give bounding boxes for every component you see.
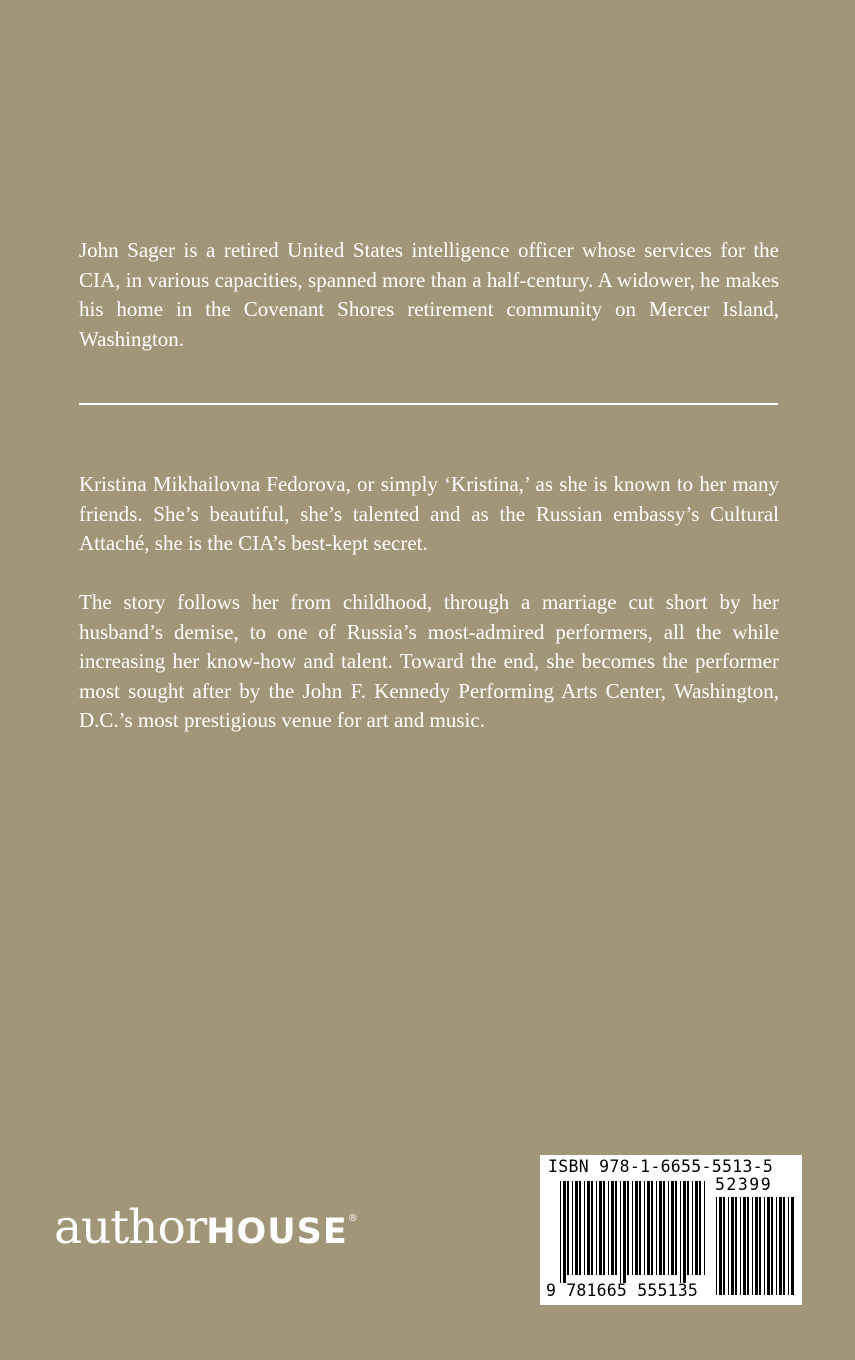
barcode-bar <box>752 1197 753 1295</box>
barcode-bar <box>671 1181 674 1275</box>
barcode-bar <box>771 1197 773 1295</box>
barcode-bar <box>687 1181 689 1275</box>
addon-code: 52399 <box>715 1175 773 1194</box>
barcode-bar <box>668 1181 669 1275</box>
barcode-bar <box>740 1197 741 1295</box>
barcode-bar <box>731 1197 734 1295</box>
barcode-bar <box>659 1181 662 1275</box>
barcode-bar <box>591 1181 593 1275</box>
isbn-barcode <box>540 1155 802 1305</box>
barcode-bar <box>620 1181 621 1283</box>
logo-word-house: HOUSE <box>206 1212 348 1252</box>
barcode-bar <box>695 1181 698 1275</box>
barcode-bar <box>704 1181 705 1275</box>
barcode-bar <box>599 1181 602 1275</box>
barcode-bar <box>716 1197 717 1295</box>
divider-rule <box>79 403 778 405</box>
barcode-bar <box>635 1181 638 1275</box>
barcode-bar <box>783 1197 785 1295</box>
barcode-bar <box>563 1181 566 1283</box>
barcode-bar <box>572 1181 573 1275</box>
barcode-bar <box>779 1197 782 1295</box>
barcode-bar <box>651 1181 653 1275</box>
barcode-bar <box>728 1197 729 1295</box>
barcode-bar <box>560 1181 561 1283</box>
barcode-bar <box>747 1197 749 1295</box>
barcode-bar <box>699 1181 701 1275</box>
barcode-bar <box>584 1181 585 1275</box>
barcode-bar <box>683 1181 686 1283</box>
barcode-bar <box>608 1181 609 1275</box>
authorhouse-logo <box>54 1200 358 1260</box>
logo-word-author: author <box>54 1200 207 1255</box>
barcode-bar <box>755 1197 758 1295</box>
barcode-bar <box>791 1197 794 1295</box>
barcode-bar <box>623 1181 626 1283</box>
barcode-bar <box>759 1197 761 1295</box>
barcode-bar <box>680 1181 681 1283</box>
ean-digits: 9 781665 555135 <box>546 1281 699 1300</box>
barcode-bar <box>603 1181 605 1275</box>
barcode-bar <box>719 1197 722 1295</box>
barcode-bar <box>632 1181 633 1275</box>
barcode-bar <box>767 1197 770 1295</box>
intro-paragraph: Kristina Mikhailovna Fedorova, or simply ‘Kristina,’ as she is known to her many friends. She’s beautiful, she’s talented and as the Russian embassy’s Cultural Attaché, she is the CIA’s best-kept secret. <box>79 472 779 555</box>
barcode-bar <box>692 1181 693 1275</box>
barcode-bar <box>776 1197 777 1295</box>
barcode-bar <box>627 1181 629 1275</box>
barcode-bar <box>764 1197 765 1295</box>
isbn-label: ISBN 978-1-6655-5513-5 <box>548 1157 774 1176</box>
barcode-bar <box>647 1181 650 1275</box>
barcode-bar <box>675 1181 677 1275</box>
barcode-bar <box>788 1197 789 1295</box>
barcode-bar <box>644 1181 645 1275</box>
barcode-bar <box>579 1181 581 1275</box>
author-bio-paragraph: John Sager is a retired United States intelligence officer whose services for the CIA, in various capacities, spanned more than a half-century. A widower, he makes his home in the Covenant Shores retirement community on Mercer Island, Washington. <box>79 238 779 351</box>
barcode-bar <box>656 1181 657 1275</box>
barcode-bar <box>723 1197 725 1295</box>
barcode-bar <box>567 1181 569 1275</box>
barcode-bar <box>587 1181 590 1275</box>
registered-mark: ® <box>347 1213 358 1224</box>
barcode-bar <box>639 1181 641 1275</box>
barcode-bar <box>743 1197 746 1295</box>
barcode-bar <box>663 1181 665 1275</box>
barcode-bar <box>611 1181 614 1275</box>
barcode-bar <box>615 1181 617 1275</box>
barcode-bar <box>735 1197 737 1295</box>
barcode-bar <box>575 1181 578 1275</box>
barcode-bar <box>596 1181 597 1275</box>
story-paragraph: The story follows her from childhood, through a marriage cut short by her husband’s demise, to one of Russia’s most-admired performers, all the while increasing her know-how and talent. Toward the end, she becomes the performer most sought after by the John F. Kennedy Performing Arts Center, Washington, D.C.’s most prestigious venue for art and music. <box>79 590 779 732</box>
